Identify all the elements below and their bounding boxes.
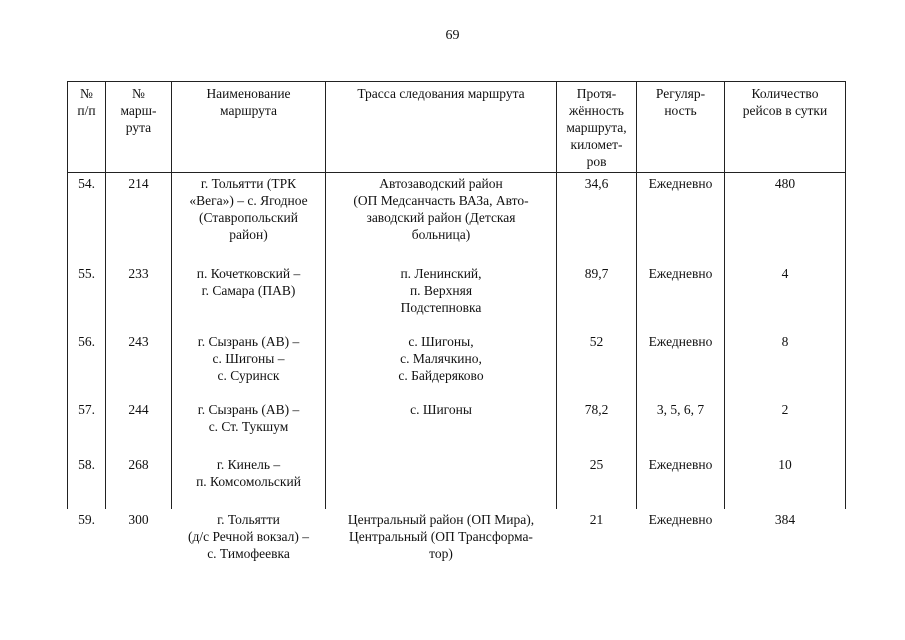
cell-route-name-line: г. Кинель – [216, 457, 281, 472]
header-line: Регуляр- [655, 86, 706, 101]
cell-route-name-line: г. Тольятти (ТРК [200, 176, 297, 191]
cell-number: 57. [68, 399, 106, 454]
header-line: маршрута, [566, 120, 627, 135]
cell-route-name-line: район) [229, 227, 268, 242]
cell-number: 58. [68, 454, 106, 509]
cell-length: 78,2 [557, 399, 637, 454]
header-line: жённость [569, 103, 624, 118]
table-row [68, 331, 846, 399]
cell-route-name-line: г. Тольятти [217, 512, 280, 527]
cell-number: 54. [68, 173, 106, 264]
cell-trips-per-day: 10 [725, 454, 846, 509]
header-line: п/п [77, 103, 96, 118]
cell-route-path-line: п. Ленинский, [400, 266, 482, 281]
cell-route-path-line: п. Верхняя [409, 283, 473, 298]
cell-route-name-line: с. Суринск [217, 368, 280, 383]
cell-route-path-line: с. Шигоны, [408, 334, 474, 349]
table-row [68, 454, 846, 509]
cell-route-path-line: Центральный (ОП Трансформа- [349, 529, 533, 544]
cell-number: 59. [78, 512, 95, 527]
cell-route-name-line: г. Самара (ПАВ) [201, 283, 296, 298]
cell-route-path [326, 331, 557, 399]
cell-route-path [326, 263, 557, 331]
table-row [68, 263, 846, 331]
header-line: километ- [570, 137, 623, 152]
cell-route-path-line: больница) [411, 227, 471, 242]
header-line: ров [586, 154, 607, 169]
page-number: 69 [445, 28, 460, 43]
cell-route-number: 243 [106, 331, 172, 399]
cell-route-path [326, 454, 557, 509]
cell-trips-per-day: 2 [725, 399, 846, 454]
cell-route-number: 268 [106, 454, 172, 509]
cell-route-name-line: (д/с Речной вокзал) – [187, 529, 310, 544]
cell-route-name [172, 173, 326, 264]
cell-route-name-line: с. Тимофеевка [207, 546, 290, 561]
header-line: марш- [120, 103, 157, 118]
cell-route-name-line: (Ставропольский [199, 210, 298, 225]
header-regularity [637, 82, 725, 173]
header-route-path [326, 82, 557, 173]
cell-trips-per-day: 384 [774, 512, 796, 527]
header-line: Количество [751, 86, 819, 101]
cell-length: 21 [589, 512, 604, 527]
header-line: № [80, 86, 93, 101]
cell-route-name-line: г. Сызрань (АВ) – [197, 334, 300, 349]
header-line: Наименование [206, 86, 291, 101]
header-route-name [172, 82, 326, 173]
cell-route-path-line: с. Байдеряково [398, 368, 484, 383]
header-line: ность [664, 103, 697, 118]
cell-route-number: 214 [106, 173, 172, 264]
cell-number: 55. [68, 263, 106, 331]
cell-route-path [326, 173, 557, 264]
cell-route-name [172, 263, 326, 331]
header-line: Трасса следования маршрута [357, 86, 525, 101]
cell-regularity: 3, 5, 6, 7 [637, 399, 725, 454]
cell-route-name-line: с. Ст. Тукшум [208, 419, 289, 434]
cell-length: 89,7 [557, 263, 637, 331]
cell-route-path-line: Центральный район (ОП Мира), [347, 512, 535, 527]
cell-route-number: 300 [128, 512, 149, 527]
cell-length: 34,6 [557, 173, 637, 264]
header-line: рута [125, 120, 152, 135]
cell-route-path-line: заводский район (Детская [366, 210, 516, 225]
table-row [68, 173, 846, 264]
cell-route-path [326, 399, 557, 454]
cell-length: 25 [557, 454, 637, 509]
cell-route-path-line: тор) [429, 546, 453, 561]
cell-route-name-line: п. Комсомольский [196, 474, 301, 489]
table-body [68, 173, 846, 582]
cell-trips-per-day: 4 [725, 263, 846, 331]
header-route-number [106, 82, 172, 173]
cell-route-number: 233 [106, 263, 172, 331]
cell-regularity: Ежедневно [648, 512, 713, 527]
cell-route-path-line: с. Шигоны [410, 402, 472, 417]
cell-regularity: Ежедневно [637, 331, 725, 399]
cell-route-path-line: (ОП Медсанчасть ВАЗа, Авто- [353, 193, 529, 208]
table-header-row [68, 82, 846, 173]
cell-route-name [172, 399, 326, 454]
header-trips-per-day [725, 82, 846, 173]
cell-route-path-line: Подстепновка [400, 300, 482, 315]
header-line: рейсов в сутки [742, 103, 828, 118]
cell-route-name-line: г. Сызрань (АВ) – [197, 402, 300, 417]
header-line: Протя- [576, 86, 617, 101]
cell-route-name [172, 509, 326, 581]
cell-trips-per-day: 8 [725, 331, 846, 399]
cell-number: 56. [68, 331, 106, 399]
cell-regularity: Ежедневно [637, 263, 725, 331]
cell-regularity: Ежедневно [637, 454, 725, 509]
header-length [557, 82, 637, 173]
header-line: маршрута [220, 103, 277, 118]
cell-route-name [172, 331, 326, 399]
table-row [68, 399, 846, 454]
cell-regularity: Ежедневно [637, 173, 725, 264]
header-line: № [132, 86, 145, 101]
cell-route-name-line: с. Шигоны – [212, 351, 285, 366]
cell-route-number: 244 [106, 399, 172, 454]
cell-length: 52 [557, 331, 637, 399]
routes-table [67, 81, 846, 581]
cell-route-name-line: «Вега») – с. Ягодное [189, 193, 308, 208]
cell-route-path [326, 509, 557, 581]
table-row [68, 509, 846, 581]
cell-trips-per-day: 480 [725, 173, 846, 264]
header-number [68, 82, 106, 173]
cell-route-path-line: Автозаводский район [379, 176, 503, 191]
cell-route-name [172, 454, 326, 509]
cell-route-path-line: с. Малячкино, [400, 351, 482, 366]
cell-route-name-line: п. Кочетковский – [196, 266, 301, 281]
